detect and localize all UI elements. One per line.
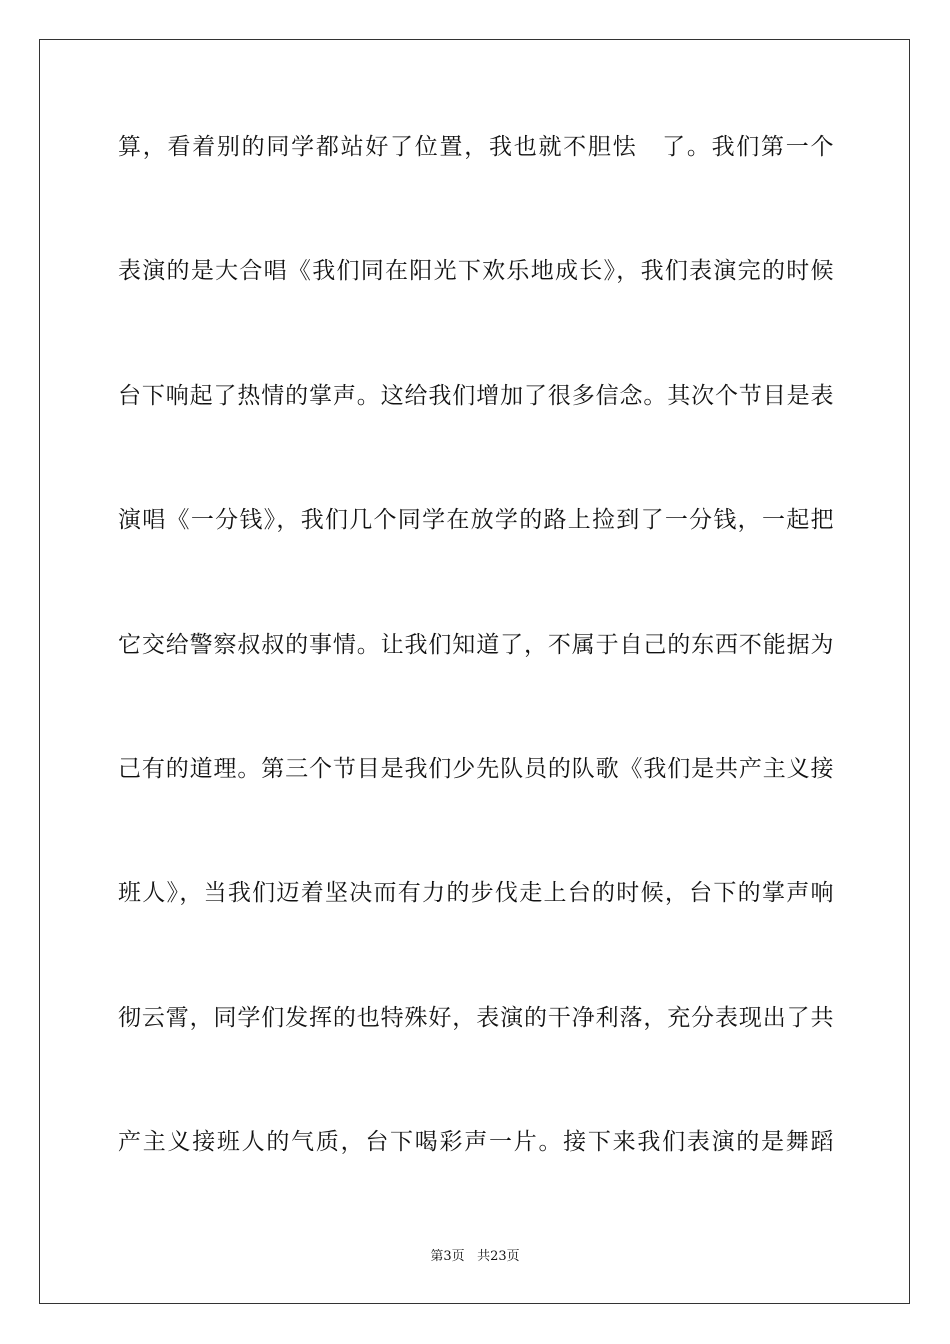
text-line-7: 班人》，当我们迈着坚决而有力的步伐走上台的时候，台下的掌声响 — [118, 880, 834, 907]
text-line-8: 彻云霄，同学们发挥的也特殊好，表演的干净利落，充分表现出了共 — [118, 1004, 834, 1031]
page-number: 第3页 — [430, 1249, 465, 1264]
page-footer — [0, 1248, 950, 1266]
text-line-2: 表演的是大合唱《我们同在阳光下欢乐地成长》，我们表演完的时候 — [118, 258, 834, 285]
body-text — [118, 127, 834, 1247]
text-line-4: 演唱《一分钱》，我们几个同学在放学的路上捡到了一分钱，一起把 — [118, 507, 834, 534]
text-line-1: 算，看着别的同学都站好了位置，我也就不胆怯 了。我们第一个 — [118, 134, 834, 160]
text-line-3: 台下响起了热情的掌声。这给我们增加了很多信念。其次个节目是表 — [118, 382, 834, 409]
text-line-9: 产主义接班人的气质，台下喝彩声一片。接下来我们表演的是舞蹈 — [118, 1129, 834, 1156]
text-line-5: 它交给警察叔叔的事情。让我们知道了，不属于自己的东西不能据为 — [118, 631, 834, 658]
text-line-6: 己有的道理。第三个节目是我们少先队员的队歌《我们是共产主义接 — [118, 755, 834, 782]
footer-gap — [465, 1249, 477, 1264]
total-pages: 共23页 — [477, 1249, 520, 1264]
